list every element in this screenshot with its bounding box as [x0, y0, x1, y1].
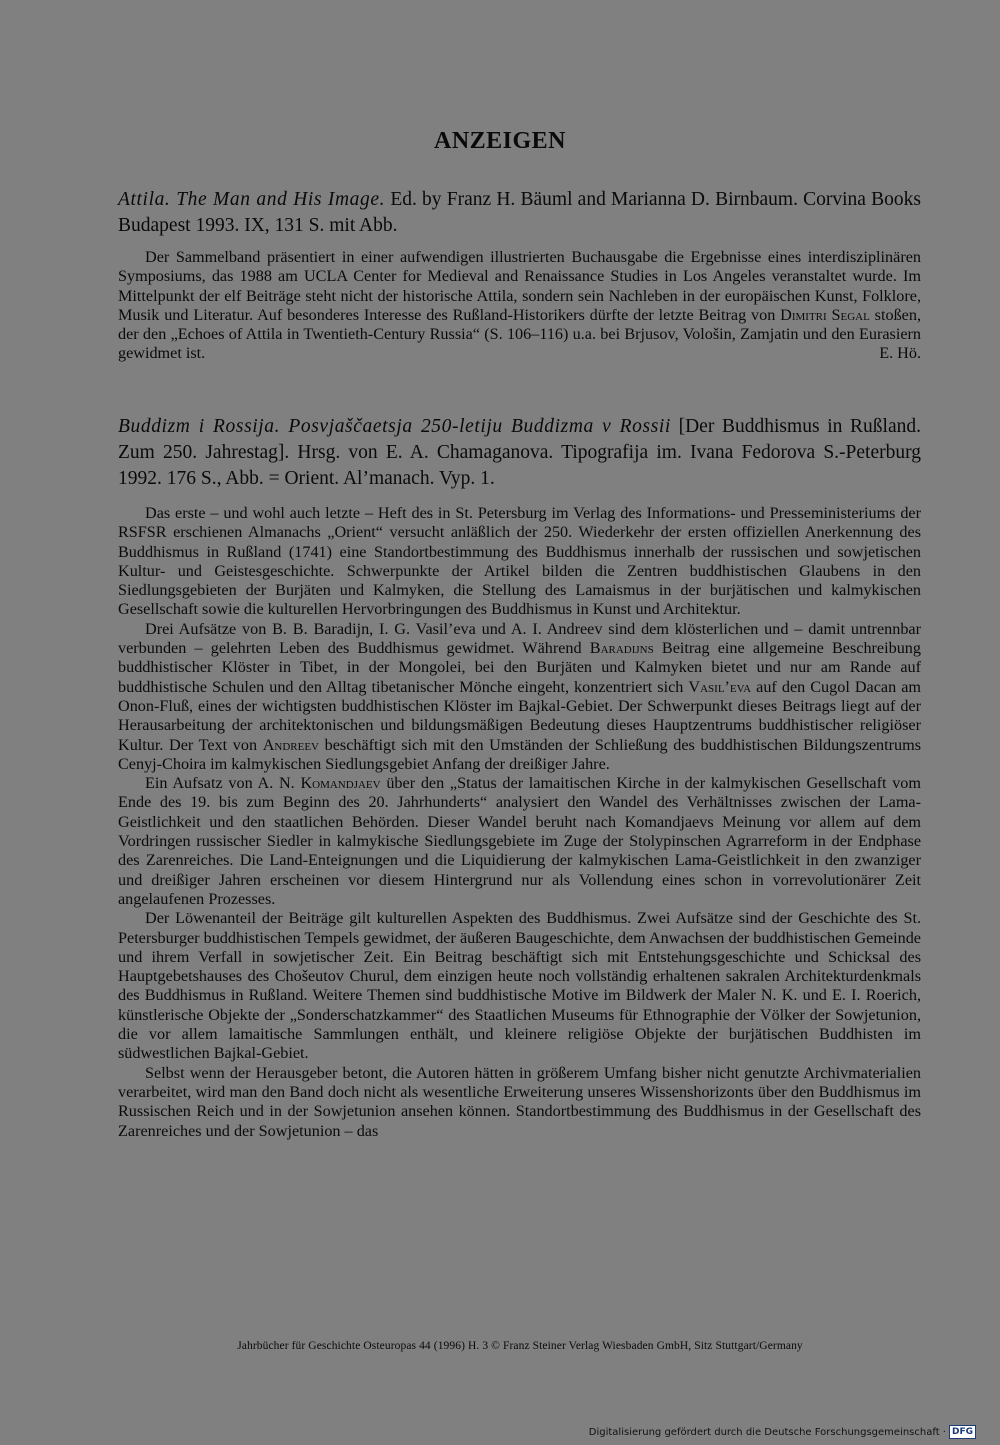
- digitization-note: [589, 1425, 976, 1439]
- author-name: Andreev: [262, 735, 319, 754]
- author-name: Dimitri Segal: [780, 305, 870, 324]
- book-publication-info: [Der Buddhismus in Rußland. Zum 250. Jahrestag]. Hrsg. von E. A. Chamaganova. Tipografija im. Ivana Fedorova S.-Peterburg 1992. 176 S., Abb. = Orient. Al’manach. Vyp. 1.: [118, 416, 921, 489]
- review-buddizm: [118, 414, 921, 492]
- review-buddizm-citation: [118, 414, 921, 492]
- author-name: Komandjaev: [300, 774, 381, 793]
- review-paragraph: Selbst wenn der Herausgeber betont, die Autoren hätten in größerem Umfang bisher nicht genutzte Archivmaterialien verarbeitet, wird man den Band doch nicht als wesentliche Erweiterung unseres Wissenshorizonts über den Buddhismus im Russischen Reich und in der Sowjetunion ansehen können. Standortbestimmung des Buddhismus in der Gesellschaft des Zarenreiches und der Sowjetunion – das: [118, 1063, 921, 1140]
- dfg-logo: DFG: [949, 1425, 976, 1439]
- book-title: Buddizm i Rossija. Posvjaščaetsja 250-letiju Buddizma v Rossii: [118, 416, 671, 437]
- page-title: ANZEIGEN: [433, 128, 567, 154]
- author-name: Baradijns: [589, 639, 654, 658]
- review-paragraph: Ein Aufsatz von A. N. Komandjaev über den „Status der lamaitischen Kirche in der kalmykischen Gesellschaft vom Ende des 19. bis zum Beginn des 20. Jahrhunderts“ analysiert den Wandel des Verhältnisses zwischen der Lama-Geistlichkeit und den staatlichen Behörden. Dieser Wandel beruht nach Komandjaevs Meinung vor allem auf dem Vordringen russischer Siedler in kalmykische Siedlungsgebiete im Zuge der Stolypinschen Agrarreform in der Endphase des Zarenreiches. Die Land-Enteignungen und die Liquidierung der kalmykischen Lama-Geistlichkeit in den zwanziger und dreißiger Jahren erscheinen vor diesem Hintergrund nur als Vollendung eines schon in vorrevolutionärer Zeit angelaufenen Prozesses.: [118, 774, 921, 908]
- review-paragraph: Drei Aufsätze von B. B. Baradijn, I. G. Vasil’eva und A. I. Andreev sind dem klösterlichen und – damit untrennbar verbunden – gelehrten Leben des Buddhismus gewidmet. Während Baradijns Beitrag eine allgemeine Beschreibung buddhistischer Klöster in Tibet, in der Mongolei, bei den Burjäten und Kalmyken bietet und nur am Rande auf buddhistische Schulen und den Alltag tibetanischer Mönche eingeht, konzentriert sich Vasil’eva auf den Cugol Dacan am Onon-Fluß, eines der wichtigsten buddhistischen Klöster im Bajkal-Gebiet. Der Schwerpunkt dieses Beitrags liegt auf der Herausarbeitung der architektonischen und bildungsmäßigen Bedeutung dieses Hauptzentrums buddhistischer religiöser Kultur. Der Text von Andreev beschäftigt sich mit den Umständen der Schließung des buddhistischen Bildungszentrums Cenyj-Choira im kalmykischen Siedlungsgebiet Anfang der dreißiger Jahre.: [118, 619, 921, 773]
- review-paragraph: Der Sammelband präsentiert in einer aufwendigen illustrierten Buchausgabe die Ergebnisse eines interdisziplinären Symposiums, das 1988 am UCLA Center for Medieval and Renaissance Studies in Los Angeles veranstaltet wurde. Im Mittelpunkt der elf Beiträge steht nicht der historische Attila, sondern sein Nachleben in der europäischen Kunst, Folklore, Musik und Literatur. Auf besonderes Interesse des Rußland-Historikers dürfte der letzte Beitrag von Dimitri Segal stoßen, der den „Echoes of Attila in Twentieth-Century Russia“ (S. 106–116) u.a. bei Brjusov, Vološin, Zamjatin und den Eurasiern gewidmet ist. E. Hö.: [118, 248, 921, 363]
- review-buddizm-body: [118, 504, 921, 1141]
- review-paragraph: Das erste – und wohl auch letzte – Heft des in St. Petersburg im Verlag des Informations- und Presseministeriums der RSFSR erschienen Almanachs „Orient“ versucht anläßlich der 250. Wiederkehr der ersten offiziellen Anerkennung des Buddhismus in Rußland (1741) eine Standortbestimmung des Buddhismus innerhalb der russischen und sowjetischen Kultur- und Geistesgeschichte. Schwerpunkte der Artikel bilden die Zentren buddhistischen Glaubens in den Siedlungsgebieten der Burjäten und Kalmyken, die Stellung des Lamaismus in der burjätischen und kalmykischen Gesellschaft sowie die kulturellen Hervorbringungen des Buddhismus in Kunst und Architektur.: [118, 504, 921, 619]
- review-attila-body: [118, 248, 921, 364]
- journal-footer: Jahrbücher für Geschichte Osteuropas 44 (1996) H. 3 © Franz Steiner Verlag Wiesbaden GmbH, Sitz Stuttgart/Germany: [237, 1340, 803, 1352]
- review-paragraph: Der Löwenanteil der Beiträge gilt kulturellen Aspekten des Buddhismus. Zwei Aufsätze sind der Geschichte des St. Petersburger buddhistischen Tempels gewidmet, der äußeren Baugeschichte, dem Anwachsen der buddhistischen Gemeinde und ihrem Verfall in sowjetischer Zeit. Ein Beitrag beschäftigt sich mit Entstehungsgeschichte und Schicksal des Hauptgebetshauses des Chošeutov Churul, dem einzigen heute noch vollständig erhaltenen sakralen Architekturdenkmals des Buddhismus in Rußland. Weitere Themen sind buddhistische Motive im Bildwerk der Maler N. K. und E. I. Roerich, künstlerische Objekte der „Sonderschatzkammer“ des Staatlichen Museums für Ethnographie der Völker der Sowjetunion, die vor allem lamaitische Sammlungen enthält, und kleinere religiöse Objekte der burjätischen Buddhisten im südwestlichen Bajkal-Gebiet.: [118, 909, 921, 1063]
- digitization-text: Digitalisierung gefördert durch die Deutsche Forschungsgemeinschaft ·: [588, 1426, 946, 1438]
- book-publication-info: Ed. by Franz H. Bäuml and Marianna D. Birnbaum. Corvina Books Budapest 1993. IX, 131 S. mit Abb.: [118, 189, 922, 236]
- book-title: Attila. The Man and His Image.: [118, 189, 386, 210]
- reviewer-signature: E. Hö.: [879, 344, 921, 363]
- author-name: Vasil’eva: [688, 677, 752, 696]
- review-attila-citation: [118, 187, 921, 239]
- review-attila: [118, 187, 921, 239]
